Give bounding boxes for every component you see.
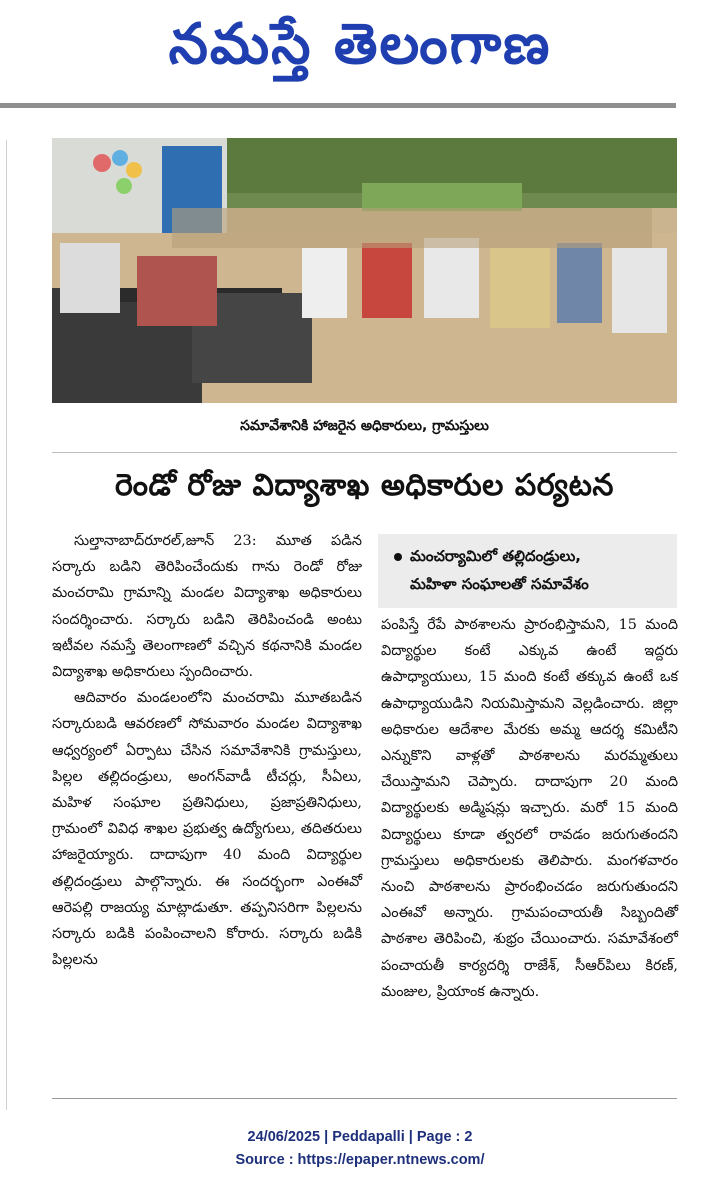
article-column-left [52, 528, 362, 973]
article-paragraph: సుల్తానాబాద్‌రూరల్,జూన్ 23: మూత పడిన సర్కారు బడిని తెరిపించేందుకు గాను రెండో రోజు మంచరామి గ్రామాన్ని మండల విద్యాశాఖ అధికారులు సందర్శించారు. సర్కారు బడిని తెరిపించండి అంటు ఇటీవల నమస్తే తెలంగాణలో వచ్చిన కథనానికి మండల విద్యాశాఖ అధికారులు స్పందించారు. [52, 533, 362, 681]
page-footer [0, 1126, 720, 1172]
photo-caption: సమావేశానికి హాజరైన అధికారులు, గ్రామస్తులు [240, 418, 489, 434]
bullet-icon [394, 553, 402, 561]
footer-divider [52, 1098, 677, 1099]
subheading-line-1: మంచర్యామిలో తల్లిదండ్రులు, [410, 547, 582, 565]
footer-date-edition: 24/06/2025 | Peddapalli | Page : 2 [247, 1129, 473, 1145]
page-margin-line [6, 140, 7, 1110]
newspaper-logo-title: నమస్తే తెలంగాణ [168, 11, 552, 77]
article-paragraph: ఆదివారం మండలంలోని మంచరామి మూతబడిన సర్కారుబడి ఆవరణలో సోమవారం మండల విద్యాశాఖ ఆధ్వర్యంలో ఏర్పాటు చేసిన సమావేశానికి గ్రామస్తులు, పిల్లల తల్లిదండ్రులు, అంగన్‌వాడీ టీచర్లు, సీఏలు, మహిళ సంఘాల ప్రతినిధులు, ప్రజాప్రతినిధులు, గ్రామంలో వివిధ శాఖల ప్రభుత్వ ఉద్యోగులు, తదితరులు హాజరైయ్యారు. దాదాపుగా 40 మంది విద్యార్థుల తల్లిదండ్రులు పాల్గొన్నారు. ఈ సందర్భంగా ఎంఈవో ఆరెపల్లి రాజయ్య మాట్లాడుతూ. తప్పనిసరిగా పిల్లలను సర్కారు బడికి పంపించాలని కోరారు. సర్కారు బడికి పిల్లలను [52, 690, 362, 969]
photo-illustration [52, 138, 677, 403]
masthead-divider [0, 103, 676, 108]
footer-source-link[interactable]: Source : https://epaper.ntnews.com/ [235, 1152, 485, 1168]
caption-divider [52, 452, 677, 453]
article-paragraph: పంపిస్తే రేపే పాఠశాలను ప్రారంభిస్తామని, 15 మంది విద్యార్థుల కంటే ఎక్కువ ఉంటే ఇద్దరు ఉపాధ్యాయులు, 15 మంది కంటే తక్కువ ఉంటే ఒక ఉపాధ్యాయుడిని నియమిస్తామని వెల్లడించారు. జిల్లా అధికారుల ఆదేశాల మేరకు అమ్మ ఆదర్శ కమిటీని ఎన్నుకొని వాళ్లతో పాఠశాలను మరమ్మతులు చేయిస్తామని చెప్పారు. దాదాపుగా 20 మంది విద్యార్థులకు అడ్మిషన్లు ఇచ్చారు. మరో 15 మంది విద్యార్థులు కూడా త్వరలో రావడం జరుగుతందని గ్రామస్తులు అధికారులకు తెలిపారు. మంగళవారం నుంచి పాఠశాలను ప్రారంభించడం జరుగుతుందని ఎంఈవో అన్నారు. గ్రామపంచాయతీ సిబ్బందితో పాఠశాల తెరిపించి, శుభ్రం చేయించారు. సమావేశంలో పంచాయతీ కార్యదర్శి రాజేశ్, సీఆర్‌పిలు కిరణ్, మంజుల, ప్రియాంక ఉన్నారు. [381, 617, 678, 1000]
subheading-line-2: మహిళా సంఘాలతో సమావేశం [410, 575, 589, 593]
article-column-right [381, 612, 678, 1005]
masthead [0, 0, 720, 100]
article-headline: రెండో రోజు విద్యాశాఖ అధికారుల పర్యటన [115, 468, 614, 503]
news-photo [52, 138, 677, 403]
subheading-box [378, 534, 677, 608]
